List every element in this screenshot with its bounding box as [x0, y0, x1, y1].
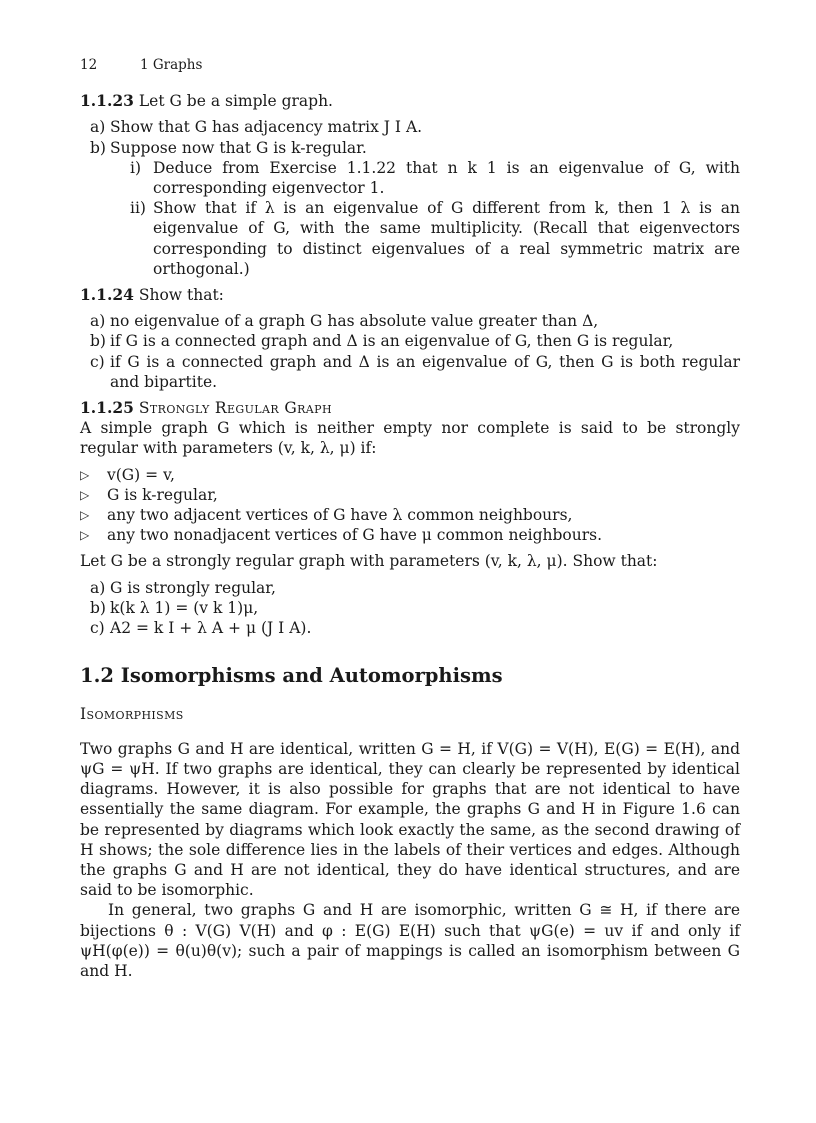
exercise-1-1-23-heading: [80, 91, 740, 111]
item-b: b) k(k λ 1) = (v k 1)μ,: [90, 598, 740, 618]
item-a: a) G is strongly regular,: [90, 578, 740, 598]
triangle-bullet-icon: ▷: [80, 467, 90, 482]
item-a: a) no eigenvalue of a graph G has absolute value greater than Δ,: [90, 311, 740, 331]
exercise-1-1-25-heading: [80, 398, 740, 418]
item-text: no eigenvalue of a graph G has absolute value greater than Δ,: [110, 312, 599, 331]
item-text: Deduce from Exercise 1.1.22 that n k 1 is an eigenvalue of G, with corresponding eigenvector 1.: [153, 158, 740, 198]
paragraph-2: In general, two graphs G and H are isomorphic, written G ≅ H, if there are bijections θ : V(G) V(H) and φ : E(G) E(H) such that ψG(e) = uv if and only if ψH(φ(e)) = θ(u)θ(v); such a pair of mappings is called an isomorphism between G and H.: [80, 901, 740, 980]
exercise-intro: Show that:: [138, 286, 224, 305]
paragraph-1: Two graphs G and H are identical, written G = H, if V(G) = V(H), E(G) = E(H), and ψG = ψH. If two graphs are identical, they can clearly be represented by identical diagrams. However, it is also possible for graphs that are not identical to have essentially the same diagram. For example, the graphs G and H in Figure 1.6 can be represented by diagrams which look exactly the same, as the second drawing of H shows; the sole difference lies in the labels of their vertices and edges. Although the graphs G and H are not identical, they do have identical structures, and are said to be isomorphic.: [80, 739, 740, 900]
item-text: G is strongly regular,: [110, 578, 276, 597]
item-a: a) Show that G has adjacency matrix J I A.: [90, 117, 740, 137]
exercise-1-1-25-items: [90, 578, 740, 639]
page-number: 12: [80, 57, 98, 73]
exercise-title: Strongly Regular Graph: [138, 399, 332, 418]
exercise-number: 1.1.24: [80, 285, 134, 305]
item-b: b) Suppose now that G is k-regular.: [90, 138, 740, 158]
condition-list: [80, 465, 740, 546]
item-text: k(k λ 1) = (v k 1)μ,: [110, 598, 259, 617]
list-item: ▷ any two adjacent vertices of G have λ common neighbours,: [80, 506, 573, 525]
exercise-intro: A simple graph G which is neither empty nor complete is said to be strongly regular with parameters (v, k, λ, μ) if:: [80, 419, 740, 458]
item-c: c) A2 = k I + λ A + μ (J I A).: [90, 618, 740, 638]
list-item: ▷ v(G) = v,: [80, 465, 175, 484]
triangle-bullet-icon: ▷: [80, 528, 90, 543]
list-item: ▷ any two nonadjacent vertices of G have μ common neighbours.: [80, 526, 603, 545]
section-title: 1.2 Isomorphisms and Automorphisms: [80, 664, 503, 688]
list-item: ▷ G is k-regular,: [80, 485, 218, 504]
item-text: A2 = k I + λ A + μ (J I A).: [110, 619, 312, 638]
item-text: Show that G has adjacency matrix J I A.: [110, 118, 423, 137]
exercise-number: 1.1.25: [80, 398, 134, 418]
exercise-number: 1.1.23: [80, 91, 134, 111]
exercise-1-1-24-items: [90, 311, 740, 392]
subsection-title: Isomorphisms: [80, 705, 184, 724]
triangle-bullet-icon: ▷: [80, 487, 90, 502]
item-text: if G is a connected graph and Δ is an eigenvalue of G, then G is regular,: [110, 332, 674, 351]
page: [80, 55, 740, 981]
chapter-title: 1 Graphs: [140, 57, 203, 73]
exercise-intro: Let G be a simple graph.: [138, 92, 333, 111]
item-b: b) if G is a connected graph and Δ is an eigenvalue of G, then G is regular,: [90, 331, 740, 351]
item-text: Show that if λ is an eigenvalue of G different from k, then 1 λ is an eigenvalue of G, with the same multiplicity. (Recall that eigenvectors corresponding to distinct eigenvalues of a real symmetric matrix are orthogonal.): [153, 199, 740, 278]
running-head: [80, 55, 740, 75]
item-c: c) if G is a connected graph and Δ is an eigenvalue of G, then G is both regular and bipartite.: [90, 352, 740, 391]
exercise-1-1-23-items: [90, 117, 740, 279]
item-text: Suppose now that G is k-regular.: [110, 138, 367, 157]
item-b-ii: ii) Show that if λ is an eigenvalue of G different from k, then 1 λ is an eigenvalue of G, with the same multiplicity. (Recall that eigenvectors corresponding to distinct eigenvalues of a real symmetric matrix are orthogonal.): [130, 199, 740, 278]
triangle-bullet-icon: ▷: [80, 508, 90, 523]
item-text: if G is a connected graph and Δ is an eigenvalue of G, then G is both regular and bipartite.: [110, 352, 740, 391]
exercise-lead: Let G be a strongly regular graph with parameters (v, k, λ, μ). Show that:: [80, 552, 658, 571]
item-b-i: i) Deduce from Exercise 1.1.22 that n k 1 is an eigenvalue of G, with corresponding eigenvector 1.: [130, 158, 740, 198]
exercise-1-1-24-heading: [80, 285, 740, 305]
